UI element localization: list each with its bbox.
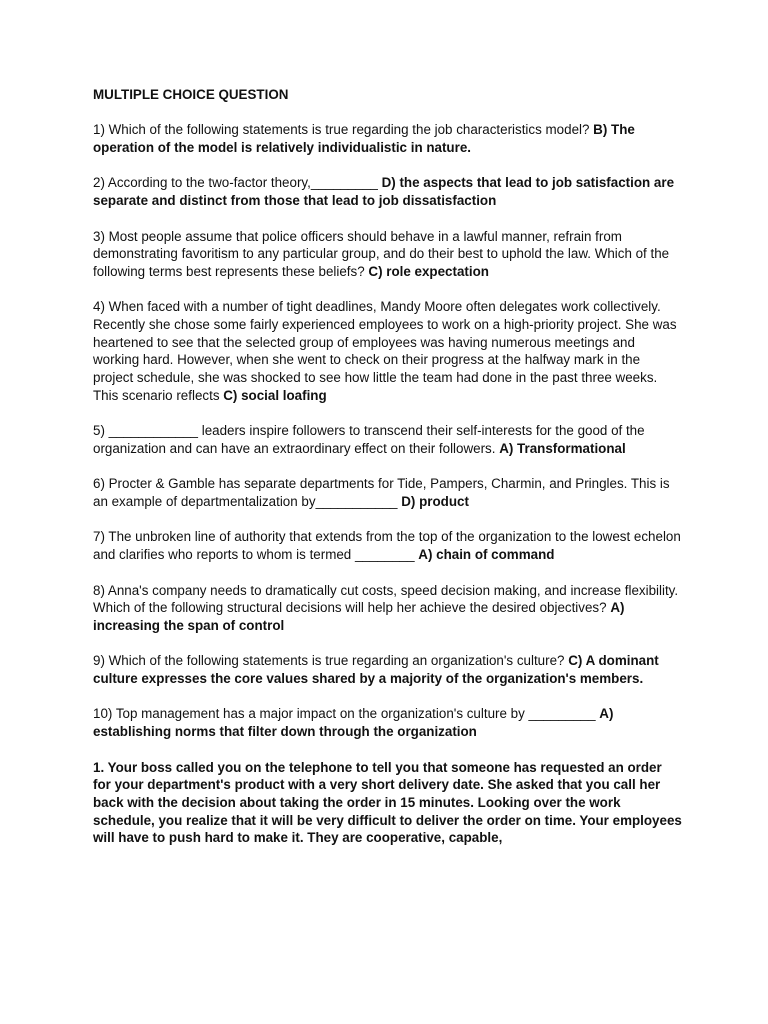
- document-heading: MULTIPLE CHOICE QUESTION: [93, 87, 289, 102]
- question-item: [93, 705, 683, 740]
- question-item: [93, 475, 683, 510]
- question-item: [93, 582, 683, 635]
- question-text: 8) Anna's company needs to dramatically cut costs, speed decision making, and increase flexibility. Which of the following structural decisions will help her achieve the desired objectives?: [93, 582, 679, 616]
- answer-text: A) increasing the span of control: [93, 600, 625, 633]
- document-page: [93, 86, 683, 865]
- answer-text: A) chain of command: [418, 547, 555, 563]
- scenario-paragraph: 1. Your boss called you on the telephone to tell you that someone has requested an order for your department's product with a very short delivery date. She asked that you call her back with the decision about taking the order in 15 minutes. Looking over the work schedule, you realize that it will be very difficult to deliver the order on time. Your employees will have to push hard to make it. They are cooperative, capable,: [93, 759, 682, 846]
- question-item: [93, 298, 683, 404]
- question-item: [93, 652, 683, 687]
- answer-text: C) role expectation: [368, 263, 489, 279]
- question-item: [93, 121, 683, 156]
- answer-text: D) product: [401, 494, 469, 510]
- question-text: 10) Top management has a major impact on the organization's culture by _________: [93, 706, 596, 722]
- question-text: 7) The unbroken line of authority that extends from the top of the organization to the lowest echelon and clarifies who reports to whom is termed ________: [93, 529, 681, 563]
- answer-text: A) establishing norms that filter down through the organization: [93, 706, 614, 740]
- question-text: 3) Most people assume that police officers should behave in a lawful manner, refrain from demonstrating favoritism to any particular group, and do their best to uphold the law. Which of the following terms best represents these beliefs?: [93, 228, 670, 279]
- question-text: 1) Which of the following statements is true regarding the job characteristics model?: [93, 122, 590, 138]
- question-text: 4) When faced with a number of tight deadlines, Mandy Moore often delegates work collectively. Recently she chose some fairly experienced employees to work on a high-priority project. She was heartened to see that the selected group of employees was having numerous meetings and working hard. However, when she went to check on their progress at the halfway mark in the project schedule, she was shocked to see how little the team had done in the past three weeks. This scenario reflects: [93, 299, 677, 403]
- answer-text: C) A dominant culture expresses the core values shared by a majority of the organization's members.: [93, 653, 659, 687]
- question-item: [93, 174, 683, 209]
- answer-text: B) The operation of the model is relatively individualistic in nature.: [93, 122, 635, 156]
- question-text: 2) According to the two-factor theory,_________: [93, 175, 378, 191]
- answer-text: C) social loafing: [223, 387, 327, 403]
- question-text: 6) Procter & Gamble has separate departments for Tide, Pampers, Charmin, and Pringles. This is an example of departmentalization by___________: [93, 476, 670, 510]
- question-item: [93, 422, 683, 457]
- question-text: 5) ____________ leaders inspire followers to transcend their self-interests for the good of the organization and can have an extraordinary effect on their followers.: [93, 423, 645, 456]
- answer-text: D) the aspects that lead to job satisfaction are separate and distinct from those that lead to job dissatisfaction: [93, 175, 675, 209]
- question-item: [93, 528, 683, 563]
- answer-text: A) Transformational: [499, 440, 626, 456]
- question-text: 9) Which of the following statements is true regarding an organization's culture?: [93, 653, 565, 669]
- question-item: [93, 228, 683, 281]
